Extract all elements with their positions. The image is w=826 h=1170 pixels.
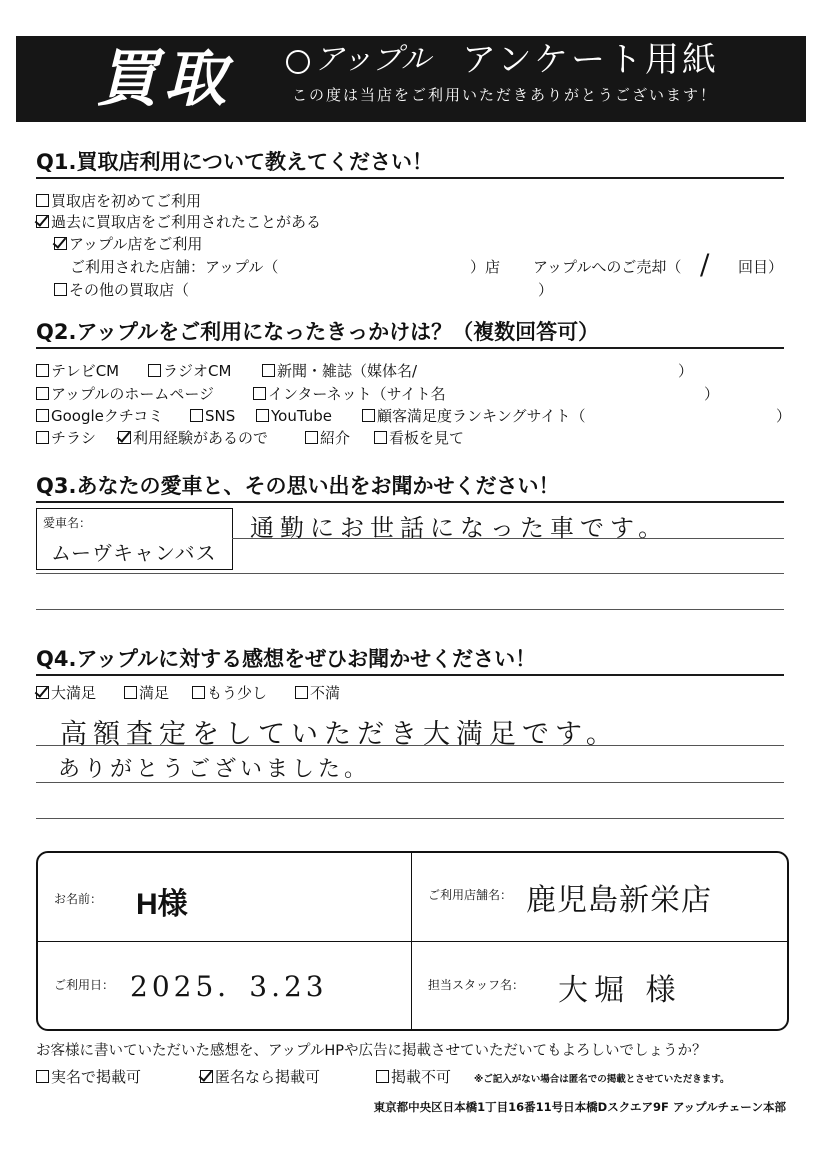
q1-store-label: ご利用された店舗：アップル（	[70, 258, 279, 276]
checkbox-icon[interactable]	[305, 431, 318, 444]
q4-comment-line-1: 高額査定をしていただき大満足です。	[60, 719, 619, 750]
q2-rule	[36, 347, 784, 349]
consent-option-not-allowed[interactable]: 掲載不可	[376, 1067, 451, 1087]
q3-line-3	[36, 609, 784, 610]
checked-checkbox-icon[interactable]	[118, 431, 131, 444]
checkbox-icon[interactable]	[36, 364, 49, 377]
q4-line-3	[36, 818, 784, 819]
q2-row3-close: ）	[776, 407, 792, 425]
checkbox-icon[interactable]	[124, 686, 137, 699]
checkbox-icon[interactable]	[190, 409, 203, 422]
q1-option-other[interactable]: その他の買取店（	[54, 280, 189, 300]
q2-option-sns[interactable]: SNS	[190, 406, 235, 426]
checkbox-icon[interactable]	[36, 387, 49, 400]
customer-info-box	[36, 851, 789, 1031]
q2-option-experience[interactable]: 利用経験があるので	[118, 428, 268, 448]
q2-option-homepage[interactable]: アップルのホームページ	[36, 384, 214, 404]
q4-option-somewhat[interactable]: もう少し	[192, 683, 267, 703]
q4-comment-line-2: ありがとうございました。	[58, 757, 371, 782]
q3-line-2	[36, 573, 784, 574]
date-label: ご利用日：	[54, 978, 115, 992]
car-name-label: 愛車名：	[43, 516, 92, 530]
consent-option-real-name[interactable]: 実名で掲載可	[36, 1067, 141, 1087]
q2-option-youtube[interactable]: YouTube	[256, 406, 332, 426]
company-address: 東京都中央区日本橋1丁目16番11号日本橋Dスクエア9F アップルチェーン本部	[373, 1100, 786, 1114]
checkbox-icon[interactable]	[148, 364, 161, 377]
thanks-message: この度は当店をご利用いただきありがとうございます！	[292, 86, 718, 104]
staff-label: 担当スタッフ名：	[428, 978, 525, 992]
name-value[interactable]: H様	[136, 888, 188, 921]
consent-question: お客様に書いていただいた感想を、アップルHPや広告に掲載させていただいてもよろしいでしょうか？	[36, 1043, 707, 1059]
q2-option-ranking[interactable]: 顧客満足度ランキングサイト（	[362, 406, 586, 426]
checkbox-icon[interactable]	[376, 1070, 389, 1083]
apple-logo-icon	[286, 50, 310, 74]
q4-line-2	[36, 782, 784, 783]
q3-rule	[36, 501, 784, 503]
staff-value[interactable]: 大堀 様	[558, 973, 682, 1008]
checkbox-icon[interactable]	[36, 1070, 49, 1083]
checkbox-icon[interactable]	[262, 364, 275, 377]
q1-option-first[interactable]: 買取店を初めてご利用	[36, 191, 201, 211]
checkbox-icon[interactable]	[256, 409, 269, 422]
checkbox-icon[interactable]	[374, 431, 387, 444]
q4-option-dissatisfied[interactable]: 不満	[295, 683, 340, 703]
q1-rule	[36, 177, 784, 179]
q2-option-tvcm[interactable]: テレビCM	[36, 361, 119, 381]
checkbox-icon[interactable]	[295, 686, 308, 699]
q2-option-radiocm[interactable]: ラジオCM	[148, 361, 231, 381]
store-label: ご利用店舗名：	[428, 888, 513, 902]
q3-line-1	[232, 538, 784, 539]
q2-option-google[interactable]: Googleクチコミ	[36, 406, 163, 426]
store-value[interactable]: 鹿児島新栄店	[526, 883, 712, 918]
q4-option-very-satisfied[interactable]: 大満足	[36, 683, 96, 703]
kaitori-title: 買取	[96, 42, 233, 115]
apple-logo-text: アップル	[314, 42, 431, 77]
checkbox-icon[interactable]	[253, 387, 266, 400]
form-title: アンケート用紙	[462, 40, 719, 80]
checked-checkbox-icon[interactable]	[200, 1070, 213, 1083]
q2-option-referral[interactable]: 紹介	[305, 428, 350, 448]
checkbox-icon[interactable]	[36, 409, 49, 422]
q1-store-close: ）店	[470, 258, 501, 276]
checkbox-icon[interactable]	[362, 409, 375, 422]
q1-other-close: ）	[538, 281, 554, 299]
q1-option-apple[interactable]: アップル店をご利用	[54, 234, 202, 254]
q2-option-flyer[interactable]: チラシ	[36, 428, 96, 448]
q2-title: Q2.アップルをご利用になったきっかけは？（複数回答可）	[36, 320, 600, 344]
q2-row1-close: ）	[678, 362, 694, 380]
divider	[38, 941, 787, 942]
q1-title: Q1.買取店利用について教えてください！	[36, 150, 434, 174]
q1-sale-label: アップルへのご売却（	[533, 258, 682, 276]
q4-line-1	[36, 745, 784, 746]
consent-note: ※ご記入がない場合は匿名での掲載とさせていただきます。	[474, 1074, 730, 1085]
date-value[interactable]: 2025．3.23	[130, 970, 328, 1003]
q4-option-satisfied[interactable]: 満足	[124, 683, 169, 703]
q3-memory-text: 通勤にお世話になった車です。	[250, 514, 669, 542]
q3-title: Q3.あなたの愛車と、その思い出をお聞かせください！	[36, 474, 560, 498]
car-name-value: ムーヴキャンバス	[51, 541, 217, 565]
q2-option-internet[interactable]: インターネット（サイト名	[253, 384, 446, 404]
form-header	[16, 36, 806, 122]
car-name-box[interactable]	[36, 508, 233, 570]
name-label: お名前：	[54, 892, 103, 906]
checkbox-icon[interactable]	[36, 194, 49, 207]
checkbox-icon[interactable]	[192, 686, 205, 699]
checked-checkbox-icon[interactable]	[36, 215, 49, 228]
q2-option-signboard[interactable]: 看板を見て	[374, 428, 464, 448]
checkbox-icon[interactable]	[54, 283, 67, 296]
q1-option-past[interactable]: 過去に買取店をご利用されたことがある	[36, 212, 321, 232]
q2-row2-close: ）	[704, 385, 720, 403]
q4-rule	[36, 674, 784, 676]
checked-checkbox-icon[interactable]	[54, 237, 67, 250]
checked-checkbox-icon[interactable]	[36, 686, 49, 699]
q1-sale-value: /	[700, 248, 714, 281]
q1-sale-close: 回目）	[738, 258, 784, 276]
q2-option-newspaper[interactable]: 新聞・雑誌（媒体名/	[262, 361, 417, 381]
q4-title: Q4.アップルに対する感想をぜひお聞かせください！	[36, 647, 537, 671]
checkbox-icon[interactable]	[36, 431, 49, 444]
consent-option-anonymous[interactable]: 匿名なら掲載可	[200, 1067, 320, 1087]
